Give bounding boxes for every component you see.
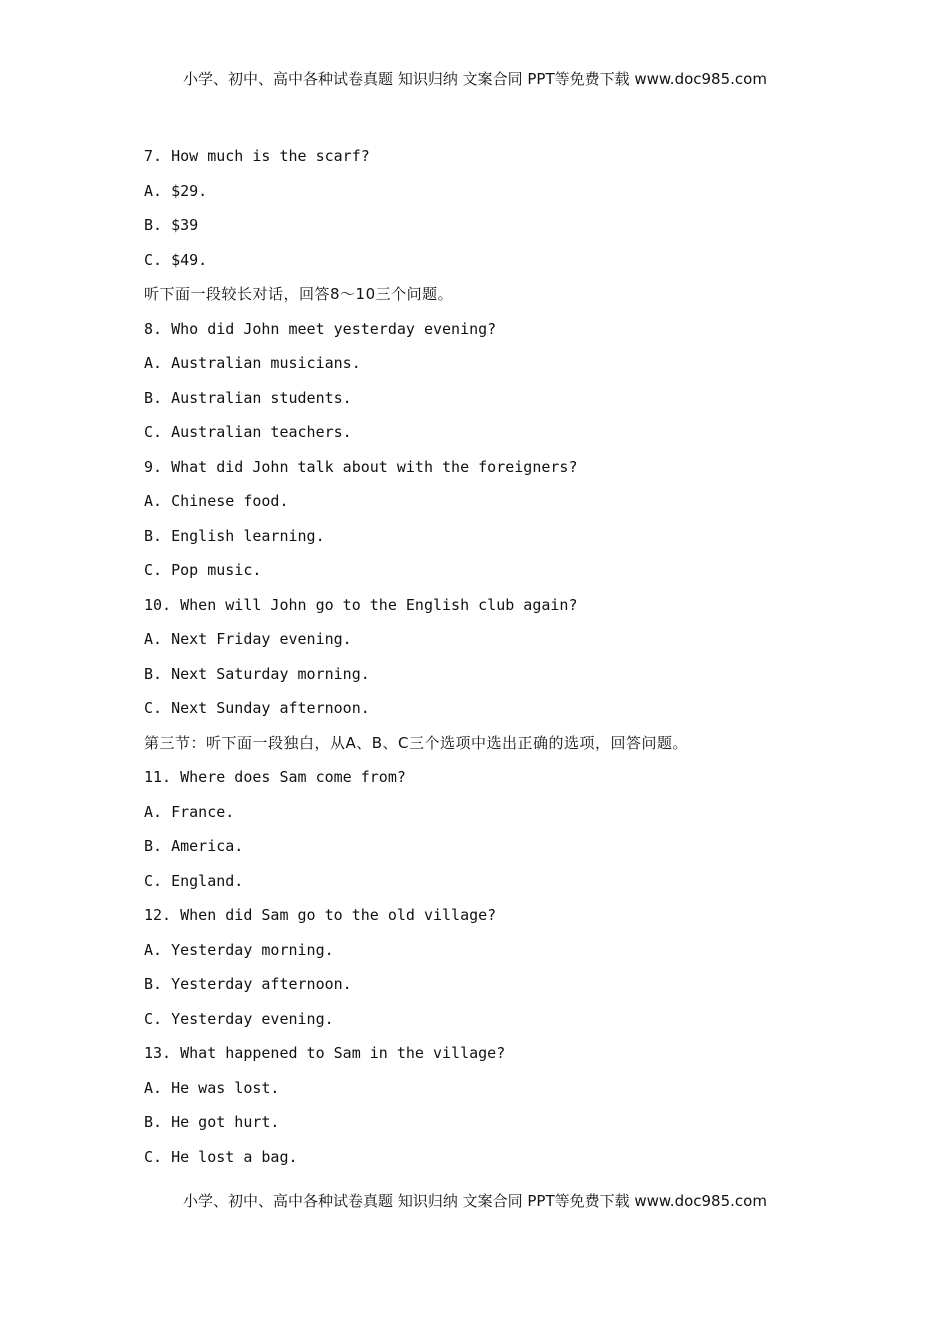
- option-a: A. $29.: [144, 181, 208, 200]
- question-text: 9. What did John talk about with the foreigners?: [144, 457, 578, 476]
- section-instruction: 听下面一段较长对话，回答8～10三个问题。: [144, 285, 454, 303]
- question-list: [144, 143, 904, 1178]
- question-text: 11. Where does Sam come from?: [144, 768, 406, 786]
- option-c: C. Australian teachers.: [144, 423, 352, 441]
- option-b: B. Australian students.: [144, 388, 352, 407]
- question-text: 7. How much is the scarf?: [144, 147, 370, 165]
- option-c: C. He lost a bag.: [144, 1147, 298, 1166]
- option-a: A. Yesterday morning.: [144, 940, 334, 959]
- option-c: C. Pop music.: [144, 561, 262, 579]
- question-text: 12. When did Sam go to the old village?: [144, 906, 497, 924]
- option-b: B. America.: [144, 837, 244, 855]
- option-c: C. Next Sunday afternoon.: [144, 699, 370, 717]
- option-a: A. Chinese food.: [144, 492, 289, 510]
- option-a: A. He was lost.: [144, 1078, 280, 1097]
- option-b: B. $39: [144, 216, 199, 234]
- option-c: C. England.: [144, 871, 244, 890]
- section-instruction: 第三节：听下面一段独白，从A、B、C三个选项中选出正确的选项，回答问题。: [144, 733, 689, 752]
- question-text: 8. Who did John meet yesterday evening?: [144, 319, 497, 338]
- option-a: A. France.: [144, 802, 235, 821]
- option-b: B. He got hurt.: [144, 1113, 280, 1131]
- option-a: A. Australian musicians.: [144, 354, 361, 372]
- question-text: 10. When will John go to the English club again?: [144, 595, 578, 614]
- page-footer: 小学、初中、高中各种试卷真题 知识归纳 文案合同 PPT等免费下载 www.doc985.com: [183, 1192, 767, 1210]
- option-b: B. Yesterday afternoon.: [144, 975, 352, 993]
- option-b: B. English learning.: [144, 526, 325, 545]
- option-c: C. Yesterday evening.: [144, 1009, 334, 1028]
- option-c: C. $49.: [144, 250, 208, 269]
- page-header: 小学、初中、高中各种试卷真题 知识归纳 文案合同 PPT等免费下载 www.doc985.com: [183, 70, 767, 88]
- option-b: B. Next Saturday morning.: [144, 664, 370, 683]
- question-text: 13. What happened to Sam in the village?: [144, 1044, 506, 1062]
- option-a: A. Next Friday evening.: [144, 630, 352, 648]
